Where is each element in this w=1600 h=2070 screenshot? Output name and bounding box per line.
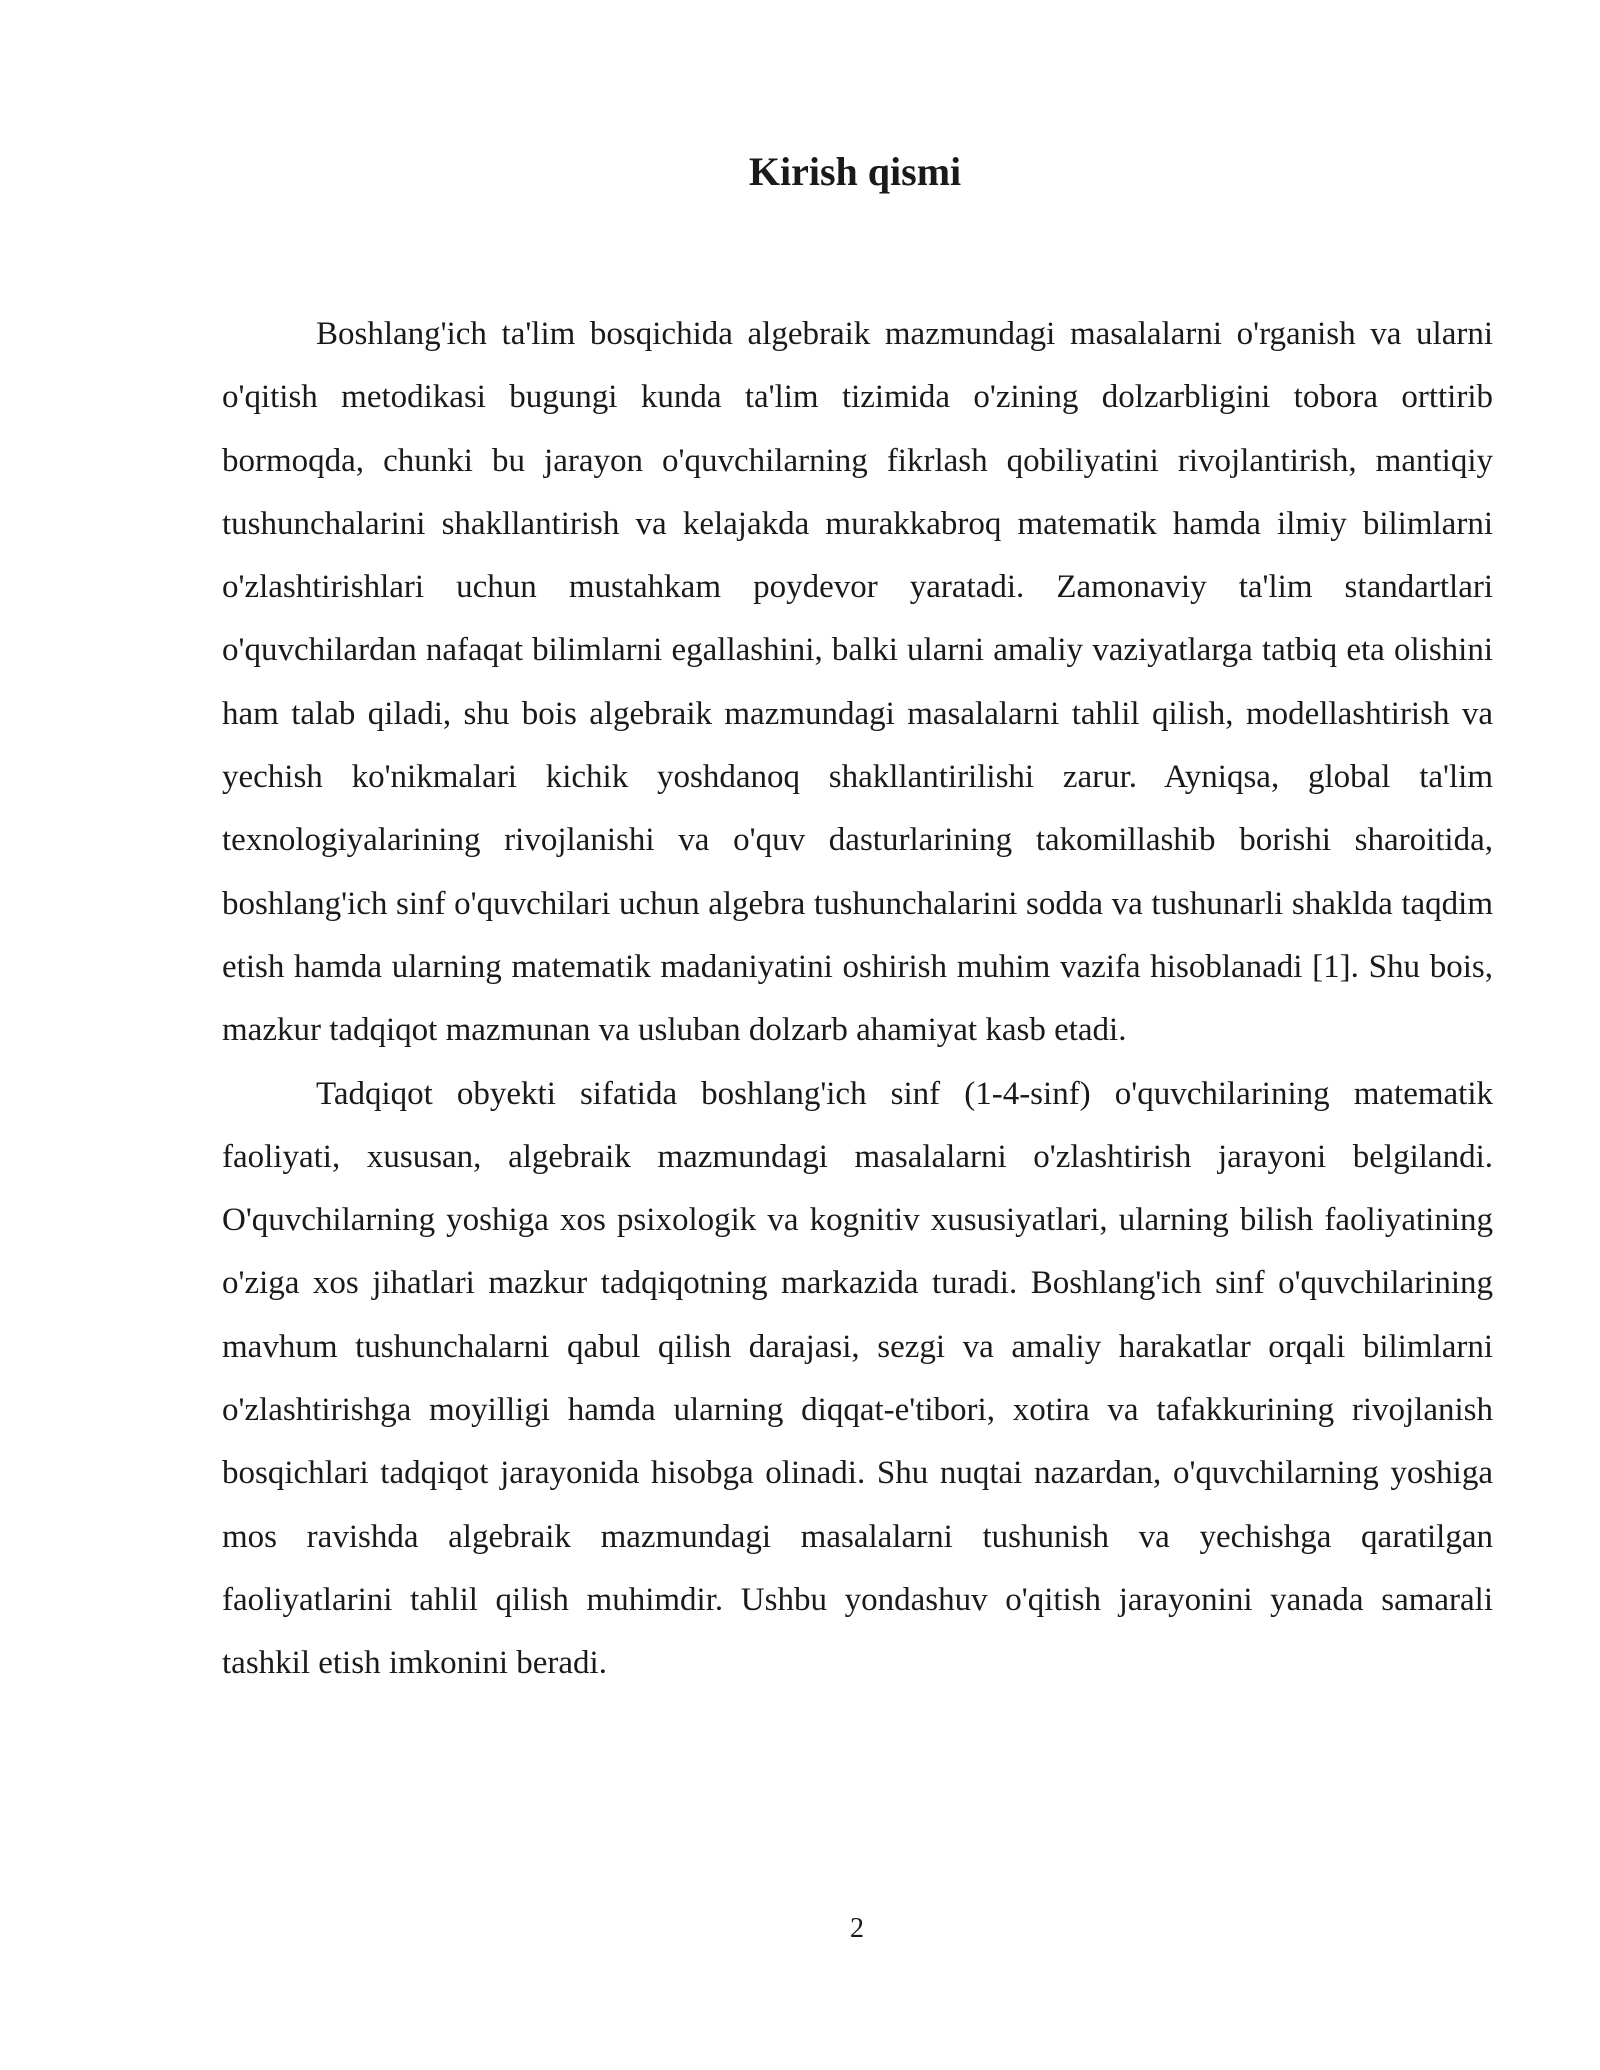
paragraph-1: Boshlang'ich ta'lim bosqichida algebraik mazmundagi masalalarni o'rganish va ularni o'qitish metodikasi bugungi kunda ta'lim tizimida o'zining dolzarbligini tobora orttirib bormoqda, chunki bu jarayon o'quvchilarning fikrlash qobiliyatini rivojlantirish, mantiqiy tushunchalarini shakllantirish va kelajakda murakkabroq matematik hamda ilmiy bilimlarni o'zlashtirishlari uchun mustahkam poydevor yaratadi. Zamonaviy ta'lim standartlari o'quvchilardan nafaqat bilimlarni egallashini, balki ularni amaliy vaziyatlarga tatbiq eta olishini ham talab qiladi, shu bois algebraik mazmundagi masalalarni tahlil qilish, modellashtirish va yechish ko'nikmalari kichik yoshdanoq shakllantirilishi zarur. Ayniqsa, global ta'lim texnologiyalarining rivojlanishi va o'quv dasturlarining takomillashib borishi sharoitida, boshlang'ich sinf o'quvchilari uchun algebra tushunchalarini sodda va tushunarli shaklda taqdim etish hamda ularning matematik madaniyatini oshirish muhim vazifa hisoblanadi [1]. Shu bois, mazkur tadqiqot mazmunan va usluban dolzarb ahamiyat kasb etadi. (222, 316, 1493, 1049)
paragraph-2: Tadqiqot obyekti sifatida boshlang'ich sinf (1-4-sinf) o'quvchilarining matematik faoliyati, xususan, algebraik mazmundagi masalalarni o'zlashtirish jarayoni belgilandi. O'quvchilarning yoshiga xos psixologik va kognitiv xususiyatlari, ularning bilish faoliyatining o'ziga xos jihatlari mazkur tadqiqotning markazida turadi. Boshlang'ich sinf o'quvchilarining mavhum tushunchalarni qabul qilish darajasi, sezgi va amaliy harakatlar orqali bilimlarni o'zlashtirishga moyilligi hamda ularning diqqat-e'tibori, xotira va tafakkurining rivojlanish bosqichlari tadqiqot jarayonida hisobga olinadi. Shu nuqtai nazardan, o'quvchilarning yoshiga mos ravishda algebraik mazmundagi masalalarni tushunish va yechishga qaratilgan faoliyatlarini tahlil qilish muhimdir. Ushbu yondashuv o'qitish jarayonini yanada samarali tashkil etish imkonini beradi. (222, 1075, 1493, 1682)
page-number: 2 (850, 1913, 864, 1944)
page-title: Kirish qismi (748, 149, 962, 194)
body-text (222, 303, 1493, 1696)
